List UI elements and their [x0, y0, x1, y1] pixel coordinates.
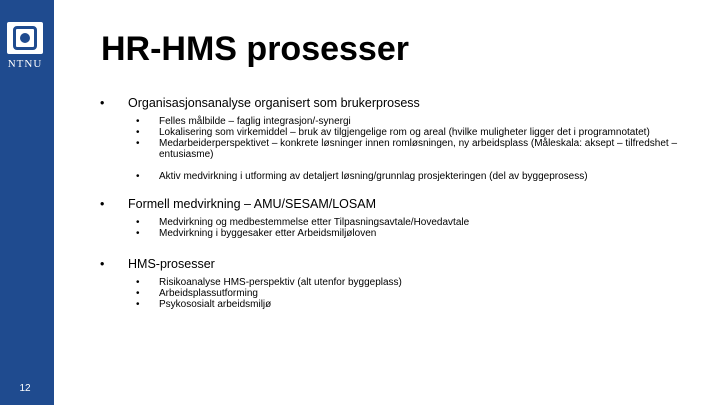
bullet-level2: • Arbeidsplassutforming [100, 288, 700, 299]
bullet-level2: • Aktiv medvirkning i utforming av detaljert løsning/grunnlag prosjekteringen (del av byggeprosess) [100, 171, 700, 182]
sub-list [100, 277, 700, 310]
page-number: 12 [19, 383, 31, 394]
bullet-level2: • Felles målbilde – faglig integrasjon/-synergi [100, 116, 700, 127]
bullet-level2: • Medvirkning i byggesaker etter Arbeidsmiljøloven [100, 228, 700, 239]
bullet-level2: • Psykososialt arbeidsmiljø [100, 299, 700, 310]
bullet-level2: • Lokalisering som virkemiddel – bruk av tilgjengelige rom og areal (hvilke muligheter ligger det i programnotatet) [100, 127, 700, 138]
slide-content [100, 96, 700, 310]
bullet-level1: • Formell medvirkning – AMU/SESAM/LOSAM [100, 197, 700, 212]
bullet-level2: • Risikoanalyse HMS-perspektiv (alt utenfor byggeplass) [100, 277, 700, 288]
bullet-level2: • Medvirkning og medbestemmelse etter Tilpasningsavtale/Hovedavtale [100, 217, 700, 228]
sub-list [100, 116, 700, 182]
brand-sidebar [0, 0, 54, 405]
logo-text: NTNU [7, 58, 43, 70]
bullet-level1: • Organisasjonsanalyse organisert som brukerprosess [100, 96, 700, 111]
sub-list [100, 217, 700, 239]
bullet-level1: • HMS-prosesser [100, 257, 700, 272]
ntnu-logo-icon [7, 22, 43, 54]
slide-title: HR-HMS prosesser [101, 30, 409, 68]
bullet-level2: • Medarbeiderperspektivet – konkrete løsninger innen romløsningen, ny arbeidsplass (Måleskala: aksept – tilfredshet – entusiasme) [100, 138, 700, 160]
